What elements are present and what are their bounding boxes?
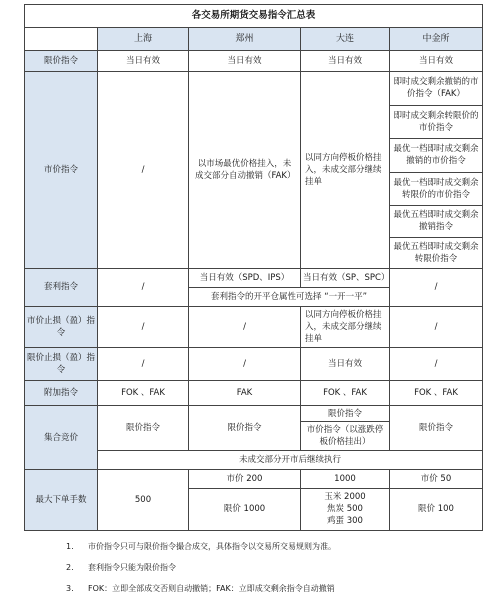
note-text: FOK：立即全部成交否则自动撤销；FAK：立即成交剩余指令自动撤销: [88, 583, 335, 593]
note-text: 套利指令只能为限价指令: [88, 562, 176, 572]
row-label-auction: 集合竞价: [25, 406, 98, 470]
cell-market-cf-1: 即时成交剩余撤销的市价指令（FAK）: [390, 72, 483, 106]
cell-stop-limit-dl: 当日有效: [301, 347, 390, 381]
cell-market-cf-5: 最优五档即时成交剩余撤销指令: [390, 206, 483, 237]
cell-extra-cf: FOK 、FAK: [390, 381, 483, 406]
cell-market-cf-3: 最优一档即时成交剩余撤销的市价指令: [390, 139, 483, 173]
cell-arb-merged: 套利指令的开平仓属性可选择 “一开一平”: [189, 287, 390, 306]
note-number: 3.: [66, 583, 74, 593]
cell-market-zz: 以市场最优价格挂入，未成交部分自动撤销（FAK）: [189, 72, 301, 269]
cell-auction-cf: 限价指令: [390, 406, 483, 451]
col-header-cffex: 中金所: [390, 28, 483, 51]
cell-max-size-cf-market: 市价 50: [390, 470, 483, 489]
dl-limit-coke: 焦炭 500: [327, 504, 363, 515]
cell-max-size-dl-limit: [301, 488, 390, 530]
note-item: [66, 536, 486, 557]
cell-market-cf-4: 最优一档即时成交剩余转限价的市价指令: [390, 172, 483, 206]
col-header-dalian: 大连: [301, 28, 390, 51]
cell-auction-dl-top: 限价指令: [301, 406, 390, 422]
cell-auction-footer: 未成交部分开市后继续执行: [98, 451, 483, 470]
cell-arb-sh: /: [98, 268, 189, 306]
cell-stop-limit-cf: /: [390, 347, 483, 381]
notes-list: [66, 536, 486, 599]
row-label-stop-loss: 市价止损（盈）指令: [25, 306, 98, 347]
corner-cell: [25, 28, 98, 51]
cell-stop-loss-zz: /: [189, 306, 301, 347]
cell-stop-limit-zz: /: [189, 347, 301, 381]
col-header-zhengzhou: 郑州: [189, 28, 301, 51]
cell-extra-sh: FOK 、FAK: [98, 381, 189, 406]
dl-limit-corn: 玉米 2000: [324, 492, 366, 503]
row-label-market: 市价指令: [25, 72, 98, 269]
cell-market-cf-2: 即时成交剩余转限价的市价指令: [390, 105, 483, 139]
order-types-table: [24, 4, 483, 531]
cell-max-size-zz-market: 市价 200: [189, 470, 301, 489]
cell-auction-zz: 限价指令: [189, 406, 301, 451]
cell-limit-dl: 当日有效: [301, 51, 390, 72]
cell-max-size-cf-limit: 限价 100: [390, 488, 483, 530]
row-label-stop-limit: 限价止损（盈）指令: [25, 347, 98, 381]
cell-market-dl: 以同方向停板价格挂入，未成交部分继续挂单: [301, 72, 390, 269]
cell-arb-cf: /: [390, 268, 483, 306]
note-number: 1.: [66, 541, 74, 551]
cell-stop-loss-cf: /: [390, 306, 483, 347]
cell-stop-limit-sh: /: [98, 347, 189, 381]
cell-arb-dl: 当日有效（SP、SPC）: [301, 268, 390, 287]
cell-max-size-dl-market: 1000: [301, 470, 390, 489]
row-label-limit: 限价指令: [25, 51, 98, 72]
cell-market-cf-6: 最优五档即时成交剩余转限价指令: [390, 237, 483, 268]
cell-extra-zz: FAK: [189, 381, 301, 406]
row-label-extra: 附加指令: [25, 381, 98, 406]
note-item: [66, 578, 486, 599]
cell-max-size-sh: 500: [98, 470, 189, 531]
cell-stop-loss-dl: 以同方向停板价格挂入，未成交部分继续挂单: [301, 306, 390, 347]
row-label-max-size: 最大下单手数: [25, 470, 98, 531]
cell-auction-dl-bottom: 市价指令（以涨跌停板价格挂出）: [301, 421, 390, 450]
note-text: 市价指令只可与限价指令撮合成交，具体指令以交易所交易规则为准。: [88, 541, 336, 551]
cell-arb-zz: 当日有效（SPD、IPS）: [189, 268, 301, 287]
cell-max-size-zz-limit: 限价 1000: [189, 488, 301, 530]
cell-limit-sh: 当日有效: [98, 51, 189, 72]
note-number: 2.: [66, 562, 74, 572]
table-title: 各交易所期货交易指令汇总表: [25, 5, 483, 28]
note-item: [66, 557, 486, 578]
cell-limit-zz: 当日有效: [189, 51, 301, 72]
cell-stop-loss-sh: /: [98, 306, 189, 347]
col-header-shanghai: 上海: [98, 28, 189, 51]
cell-limit-cf: 当日有效: [390, 51, 483, 72]
cell-market-sh: /: [98, 72, 189, 269]
dl-limit-egg: 鸡蛋 300: [327, 516, 363, 527]
cell-extra-dl: FOK 、FAK: [301, 381, 390, 406]
cell-auction-sh: 限价指令: [98, 406, 189, 451]
row-label-arb: 套利指令: [25, 268, 98, 306]
